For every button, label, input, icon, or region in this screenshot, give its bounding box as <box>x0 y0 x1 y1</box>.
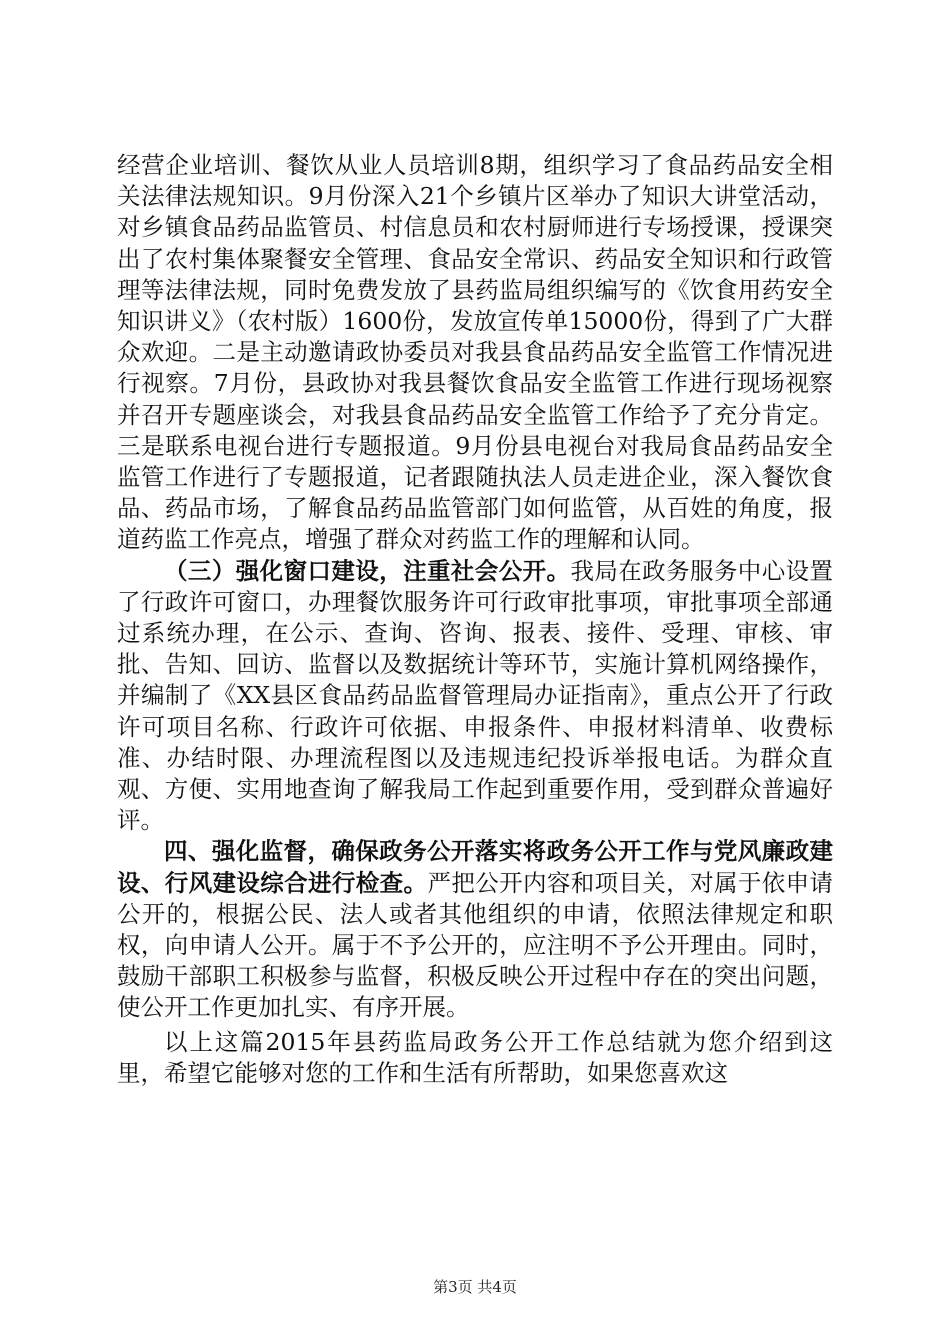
document-body <box>117 150 833 1089</box>
section-heading-window: （三）强化窗口建设，注重社会公开。 <box>164 556 571 585</box>
paragraph-publicity: 经营企业培训、餐饮从业人员培训8期，组织学习了食品药品安全相关法律法规知识。9月份深入21个乡镇片区举办了知识大讲堂活动，对乡镇食品药品监管员、村信息员和农村厨师进行专场授课，授课突出了农村集体聚餐安全管理、食品安全常识、药品安全知识和行政管理等法律法规，同时免费发放了县药监局组织编写的《饮食用药安全知识讲义》（农村版）1600份，发放宣传单15000份，得到了广大群众欢迎。二是主动邀请政协委员对我县食品药品安全监管工作情况进行视察。7月份，县政协对我县餐饮食品安全监管工作进行现场视察并召开专题座谈会，对我县食品药品安全监管工作给予了充分肯定。三是联系电视台进行专题报道。9月份县电视台对我局食品药品安全监管工作进行了专题报道，记者跟随执法人员走进企业，深入餐饮食品、药品市场，了解食品药品监管部门如何监管，从百姓的角度，报道药监工作亮点，增强了群众对药监工作的理解和认同。 <box>117 151 833 554</box>
page-number: 第3页 共4页 <box>433 1278 517 1296</box>
section-heading-supervision: 四、强化监督，确保政务公开落实将政务公开工作与党风廉政建设、行风建设综合进行检查。 <box>117 837 833 897</box>
paragraph-supervision <box>117 836 833 1023</box>
paragraph-window-construction <box>117 556 833 837</box>
section-body-window: 我局在政务服务中心设置了行政许可窗口，办理餐饮服务许可行政审批事项，审批事项全部通过系统办理，在公示、查询、咨询、报表、接件、受理、审核、审批、告知、回访、监督以及数据统计等环节，实施计算机网络操作，并编制了《XX县区食品药品监督管理局办证指南》，重点公开了行政许可项目名称、行政许可依据、申报条件、申报材料清单、收费标准、办结时限、办理流程图以及违规违纪投诉举报电话。为群众直观、方便、实用地查询了解我局工作起到重要作用，受到群众普遍好评。 <box>117 556 834 835</box>
section-body-supervision: 严把公开内容和项目关，对属于依申请公开的，根据公民、法人或者其他组织的申请，依照法律规定和职权，向申请人公开。属于不予公开的，应注明不予公开理由。同时，鼓励干部职工积极参与监督，积极反映公开过程中存在的突出问题，使公开工作更加扎实、有序开展。 <box>117 868 834 1022</box>
paragraph-closing: 以上这篇2015年县药监局政务公开工作总结就为您介绍到这里，希望它能够对您的工作和生活有所帮助，如果您喜欢这 <box>117 1027 833 1087</box>
